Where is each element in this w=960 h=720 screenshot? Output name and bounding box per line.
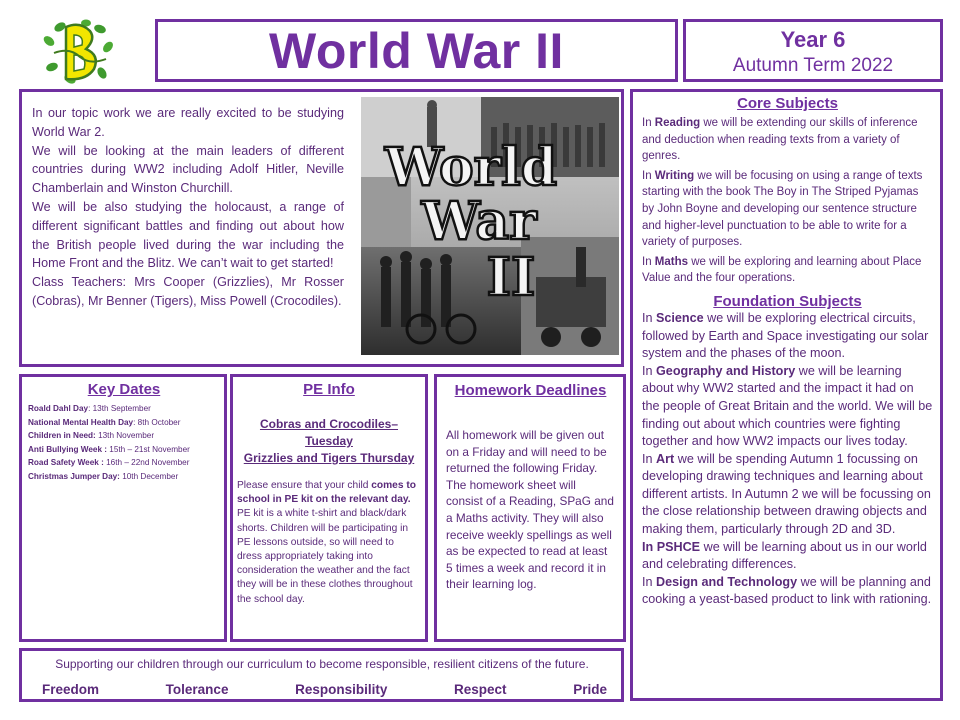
art-paragraph <box>642 451 933 539</box>
date-value: 10th December <box>122 471 179 481</box>
subject-dt: Design and Technology <box>656 574 798 589</box>
writing-paragraph <box>642 168 933 251</box>
pe-group-1: Cobras and Crocodiles– Tuesday <box>259 417 399 448</box>
date-value: 16th – 22nd November <box>106 458 190 467</box>
subject-art: Art <box>656 451 675 466</box>
date-value: 13th November <box>98 431 155 440</box>
value-item: Responsibility <box>295 682 388 697</box>
pshce-text: we will be learning about us in our world and celebrating differences. <box>642 539 927 572</box>
text-run: In <box>642 363 657 378</box>
pe-kit-note: comes to school in PE kit on the relevant day. <box>237 480 416 506</box>
date-label: Road Safety Week : <box>28 458 104 467</box>
pe-group-2: Grizzlies and Tigers Thursday <box>243 451 415 465</box>
text-run: In <box>642 117 655 129</box>
science-text: we will be exploring electrical circuits, followed by Earth and Space investigating our solar system and the phases of the moon. <box>642 310 929 361</box>
year-term-box <box>683 19 943 82</box>
science-paragraph <box>642 310 933 363</box>
subject-science: Science <box>656 310 704 325</box>
value-item: Pride <box>573 682 607 697</box>
key-date-item <box>28 402 220 416</box>
topic-box <box>19 89 624 367</box>
value-item: Tolerance <box>165 682 229 697</box>
key-date-item <box>28 416 220 430</box>
date-value: 8th October <box>137 417 181 427</box>
date-label: Anti Bullying Week : <box>28 444 108 454</box>
dt-text: we will be planning and cooking a yeast-based product to link with rationing. <box>642 574 932 607</box>
topic-text <box>32 104 344 311</box>
image-word-war: War <box>421 191 537 252</box>
pshce-paragraph <box>642 539 933 574</box>
term-label: Autumn Term 2022 <box>732 55 894 76</box>
image-word-ii: II <box>486 247 536 308</box>
homework-box <box>434 374 626 642</box>
title-box <box>155 19 678 82</box>
subject-pshce: In PSHCE <box>642 539 701 554</box>
text-run: In <box>642 255 655 268</box>
date-label: Children in Need: <box>28 431 96 440</box>
subjects-box <box>630 89 943 701</box>
core-subjects-heading: Core Subjects <box>737 95 838 112</box>
geo-history-text: we will be learning about why WW2 started and the impact it had on the people of Great Britain and the world. We will be finding out about which countries were fighting together and how WW2 impacts our lives today. <box>642 363 933 449</box>
pe-info-box <box>230 374 428 642</box>
date-value: 13th September <box>92 404 151 413</box>
topic-paragraph: In our topic work we are really excited to be studying World War 2. <box>32 106 344 139</box>
text-run: In <box>642 310 657 325</box>
topic-paragraph: We will be looking at the main leaders of different countries during WW2 including Adolf Hitler, Neville Chamberlain and Winston Churchill. <box>32 143 344 196</box>
year-label: Year 6 <box>780 27 846 52</box>
homework-body: All homework will be given out on a Friday and will need to be returned the following Friday. The homework sheet will consist of a Reading, SPaG and a Maths activity. They will also receive weekly spellings as well as be expected to read at least 5 times a week and record it in their learning log. <box>446 428 614 592</box>
key-date-item <box>28 456 220 470</box>
key-dates-heading: Key Dates <box>87 381 161 398</box>
school-logo-icon <box>40 17 116 87</box>
foundation-subjects-heading: Foundation Subjects <box>713 292 862 310</box>
page-title: World War II <box>269 22 564 79</box>
topic-paragraph: We will be also studying the holocaust, a range of different significant battles and finding out about how the British people lived during the war including the Home Front and the Blitz. We can’t wait to get started! <box>32 199 344 271</box>
reading-paragraph <box>642 115 933 165</box>
text-run: In <box>642 451 657 466</box>
key-date-item <box>28 429 220 443</box>
subject-reading: Reading <box>654 117 701 129</box>
dt-paragraph <box>642 574 933 609</box>
value-item: Respect <box>454 682 507 697</box>
date-sep: : <box>88 404 93 413</box>
pe-info-heading: PE Info <box>303 381 355 398</box>
date-label: Christmas Jumper Day: <box>28 471 120 481</box>
date-value: 15th – 21st November <box>109 444 190 454</box>
topic-paragraph: Class Teachers: Mrs Cooper (Grizzlies), Mr Rosser (Cobras), Mr Benner (Tigers), Miss Powell (Crocodiles). <box>32 275 344 308</box>
geo-history-paragraph <box>642 363 933 451</box>
homework-heading: Homework Deadlines <box>454 382 607 399</box>
value-item: Freedom <box>42 682 100 697</box>
text-run: In <box>642 574 657 589</box>
reading-text: we will be extending our skills of inference and deduction when reading texts from a variety of genres. <box>642 117 918 163</box>
key-date-item <box>28 443 220 457</box>
date-label: Roald Dahl Day <box>28 404 89 413</box>
ww2-collage-image <box>361 97 619 355</box>
art-text: we will be spending Autumn 1 focussing on developing drawing techniques and learning about different artists. In Autumn 2 we will be focussing on the close relationship between drawing objects and making them, particularly through 2D and 3D. <box>642 451 931 537</box>
text-run: Please ensure that your child <box>237 480 372 491</box>
tagline: Supporting our children through our curriculum to become responsible, resilient citizens of the future. <box>55 657 589 671</box>
values-list <box>42 682 607 697</box>
values-box <box>19 648 624 702</box>
image-word-world: World <box>384 137 558 198</box>
maths-paragraph <box>642 254 933 287</box>
subject-geo-history: Geography and History <box>656 363 796 378</box>
pe-body <box>237 479 421 607</box>
text-run: In <box>642 169 655 182</box>
subject-writing: Writing <box>654 169 695 182</box>
date-sep: : <box>133 417 138 427</box>
date-label: National Mental Health Day <box>28 417 134 427</box>
maths-text: we will be exploring and learning about Place Value and the four operations. <box>642 255 922 285</box>
key-date-item <box>28 470 220 484</box>
text-run: PE kit is a white t-shirt and black/dark shorts. Children will be participating in PE lessons outside, so will need to dress appropriately taking into consideration the weather and the fact they will be in these clothes throughout the school day. <box>237 508 413 605</box>
writing-text: we will be focusing on using a range of texts starting with the book The Boy in The Striped Pyjamas by John Boyne and developing our sentence structure and higher-level punctuation to be able to write for a variety of purposes. <box>642 169 923 249</box>
key-dates-box <box>19 374 227 642</box>
subject-maths: Maths <box>654 255 689 268</box>
